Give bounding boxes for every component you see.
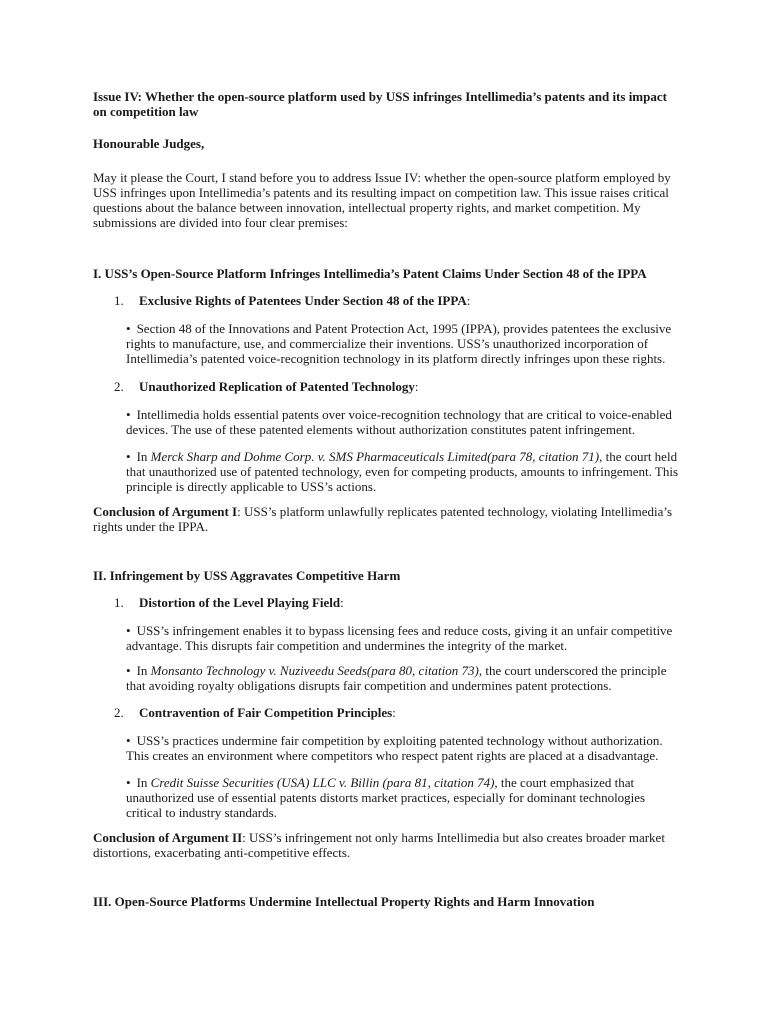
bullet-icon: • — [126, 775, 131, 790]
point-colon: : — [392, 705, 396, 720]
point-colon: : — [466, 293, 471, 308]
point-number: 2. — [114, 379, 124, 394]
point-title: Unauthorized Replication of Patented Technology — [139, 379, 415, 394]
bullet-text-pre: In — [136, 449, 151, 464]
bullet-text-post: , the court emphasized that unauthorized use of essential patents distorts market practices, especially for dominant technologies critical to industry standards. — [126, 775, 646, 820]
case-citation: Monsanto Technology v. Nuziveedu Seeds(para 80, citation 73) — [150, 663, 479, 678]
bullet-icon: • — [126, 733, 131, 748]
section-heading-1: I. USS’s Open-Source Platform Infringes Intellimedia’s Patent Claims Under Section 48 of the IPPA — [93, 266, 647, 281]
bullet-paragraph — [126, 775, 683, 820]
bullet-paragraph — [126, 407, 683, 437]
point-number: 1. — [114, 595, 124, 610]
bullet-text-post: , the court underscored the principle that avoiding royalty obligations disrupts fair competition and undermines patent protections. — [126, 663, 667, 693]
case-citation: Credit Suisse Securities (USA) LLC v. Billin (para 81, citation 74) — [150, 775, 495, 790]
bullet-text-pre: In — [136, 663, 151, 678]
numbered-point — [93, 379, 683, 394]
document-page — [93, 89, 683, 921]
bullet-icon: • — [126, 623, 131, 638]
conclusion-label: Conclusion of Argument I — [93, 504, 238, 519]
point-title: Exclusive Rights of Patentees Under Section 48 of the IPPA — [139, 293, 467, 308]
case-citation: Merck Sharp and Dohme Corp. v. SMS Pharmaceuticals Limited(para 78, citation 71) — [150, 449, 600, 464]
section-heading-2: II. Infringement by USS Aggravates Competitive Harm — [93, 568, 401, 583]
bullet-icon: • — [126, 449, 131, 464]
point-colon: : — [414, 379, 419, 394]
bullet-text-pre: In — [136, 775, 151, 790]
point-number: 1. — [114, 293, 124, 308]
bullet-text: USS’s practices undermine fair competition by exploiting patented technology without authorization. This creates an environment where competitors who respect patent rights are placed at a disadvantage. — [126, 733, 663, 763]
conclusion-text: : USS’s infringement not only harms Intellimedia but also creates broader market distortions, exacerbating anti-competitive effects. — [93, 830, 665, 860]
conclusion-label: Conclusion of Argument II — [93, 830, 243, 845]
bullet-paragraph — [126, 321, 683, 366]
point-colon: : — [340, 595, 344, 610]
bullet-icon: • — [126, 407, 131, 422]
bullet-text: Intellimedia holds essential patents over voice-recognition technology that are critical to voice-enabled devices. The use of these patented elements without authorization constitutes patent infringement. — [126, 407, 672, 437]
point-title: Distortion of the Level Playing Field — [139, 595, 341, 610]
bullet-text-post: , the court held that unauthorized use of patented technology, even for competing products, amounts to infringement. This principle is directly applicable to USS’s actions. — [126, 449, 678, 494]
bullet-paragraph — [126, 663, 683, 693]
bullet-text: Section 48 of the Innovations and Patent Protection Act, 1995 (IPPA), provides patentees the exclusive rights to manufacture, use, and commercialize their inventions. USS’s unauthorized incorporation of Intellimedia’s patented voice-recognition technology in its platform directly infringes upon these rights. — [126, 321, 672, 366]
conclusion-text: : USS’s platform unlawfully replicates patented technology, violating Intellimedia’s rights under the IPPA. — [93, 504, 673, 534]
numbered-point — [93, 293, 683, 308]
section-heading-3: III. Open-Source Platforms Undermine Intellectual Property Rights and Harm Innovation — [93, 894, 595, 909]
conclusion-argument-2 — [93, 830, 683, 860]
salutation: Honourable Judges, — [93, 136, 205, 151]
issue-title: Issue IV: Whether the open-source platform used by USS infringes Intellimedia’s patents and its impact on competition law — [93, 89, 667, 119]
bullet-paragraph — [126, 623, 683, 653]
numbered-point — [93, 705, 683, 720]
conclusion-argument-1 — [93, 504, 683, 534]
point-title: Contravention of Fair Competition Principles — [139, 705, 393, 720]
bullet-text: USS’s infringement enables it to bypass licensing fees and reduce costs, giving it an unfair competitive advantage. This disrupts fair competition and undermines the integrity of the market. — [126, 623, 673, 653]
intro-paragraph: May it please the Court, I stand before you to address Issue IV: whether the open-source platform employed by USS infringes upon Intellimedia’s patents and its resulting impact on competition law. This issue raises critical questions about the balance between innovation, intellectual property rights, and market competition. My submissions are divided into four clear premises: — [93, 170, 671, 230]
numbered-point — [93, 595, 683, 610]
bullet-icon: • — [126, 321, 131, 336]
bullet-paragraph — [126, 449, 683, 494]
point-number: 2. — [114, 705, 124, 720]
bullet-paragraph — [126, 733, 683, 763]
bullet-icon: • — [126, 663, 131, 678]
